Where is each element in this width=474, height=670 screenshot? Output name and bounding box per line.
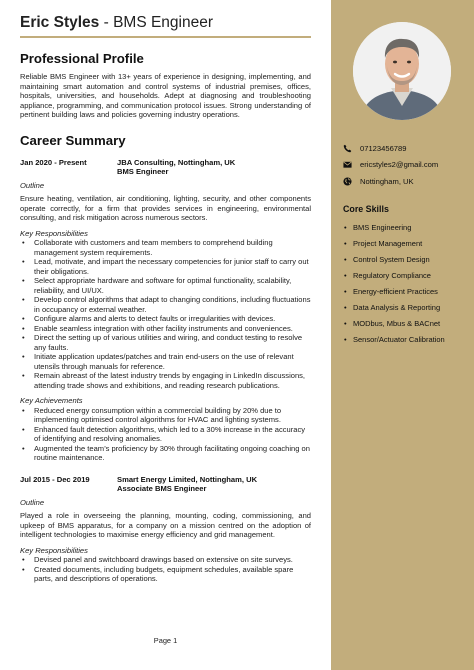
responsibilities-label: Key Responsibilities [20, 545, 88, 555]
skill-item: • Energy-efficient Practices [343, 284, 471, 300]
achievements-list [20, 406, 311, 463]
job-position: BMS Engineer [117, 167, 169, 176]
skill-item: • Data Analysis & Reporting [343, 300, 471, 316]
outline-label: Outline [20, 180, 45, 190]
candidate-name: Eric Styles [20, 14, 100, 31]
list-item: • Reduced energy consumption within a commercial building by 20% due to implementing optimised control algorithms for HVAC and lighting systems. [20, 406, 311, 425]
globe-icon [343, 177, 352, 186]
skill-item: • Sensor/Actuator Calibration [343, 332, 471, 348]
skills-list [343, 220, 471, 348]
job-employer [117, 475, 257, 494]
sidebar [331, 0, 474, 670]
list-item: • Direct the setting up of various utilities and wiring, and conduct testing to resolve any faults. [20, 333, 311, 352]
job-outline: Ensure heating, ventilation, air conditioning, lighting, security, and other components operate correctly, for a firm that provides services in engineering, environmental consulting, and risk mitigation across numerous sectors. [20, 194, 311, 222]
contact-list [343, 140, 468, 190]
job-company: JBA Consulting, Nottingham, UK [117, 157, 236, 167]
contact-phone [343, 140, 468, 157]
responsibilities-list [20, 238, 311, 390]
list-item: • Enhanced fault detection algorithms, which led to a 30% increase in the accuracy of identifying and resolving anomalies. [20, 425, 311, 444]
skill-item: • Regulatory Compliance [343, 268, 471, 284]
list-item: • Remain abreast of the latest industry trends by engaging in LinkedIn discussions, attending trade shows and exhibitions, and reading research publications. [20, 371, 311, 390]
resume-header [20, 13, 311, 32]
candidate-role: BMS Engineer [113, 14, 214, 31]
job-header [20, 158, 311, 177]
skill-item: • BMS Engineering [343, 220, 471, 236]
responsibilities-list [20, 555, 311, 584]
skill-item: • Project Management [343, 236, 471, 252]
profile-photo [353, 22, 451, 120]
skill-item: • Control System Design [343, 252, 471, 268]
list-item: • Augmented the team’s proficiency by 30% through facilitating ongoing coaching on routine maintenance. [20, 444, 311, 463]
skills-heading: Core Skills [343, 204, 389, 214]
job-position: Associate BMS Engineer [117, 484, 207, 493]
list-item: • Enable seamless integration with other facility instruments and conveniences. [20, 324, 311, 334]
list-item: • Created documents, including budgets, equipment schedules, available spare parts, and descriptions of operations. [20, 565, 311, 584]
contact-location [343, 173, 468, 190]
list-item: • Configure alarms and alerts to detect faults or irregularities with devices. [20, 314, 311, 324]
list-item: • Devised panel and switchboard drawings based on extensive on site surveys. [20, 555, 311, 565]
contact-email [343, 157, 468, 174]
contact-location-text: Nottingham, UK [360, 176, 414, 186]
responsibilities-label: Key Responsibilities [20, 228, 88, 238]
list-item: • Collaborate with customers and team members to comprehend building management system requirements. [20, 238, 311, 257]
list-item: • Develop control algorithms that adapt to changing conditions, including fluctuations in occupancy or external weather. [20, 295, 311, 314]
job-outline: Played a role in overseeing the planning, mounting, coding, commissioning, and upkeep of BMS apparatus, for a company on a mission centred on the adoption of intelligent technologies to maximise energy efficiency and grid management. [20, 511, 311, 539]
list-item: • Select appropriate hardware and software for optimal functionality, scalability, reliability, and UI/UX. [20, 276, 311, 295]
envelope-icon [343, 160, 352, 169]
contact-phone-text: 07123456789 [360, 143, 407, 153]
profile-heading: Professional Profile [20, 51, 144, 66]
list-item: • Initiate application updates/patches and train end-users on the use of relevant utensils through manuals for reference. [20, 352, 311, 371]
phone-icon [343, 144, 352, 153]
job-company: Smart Energy Limited, Nottingham, UK [117, 474, 258, 484]
header-divider [20, 36, 311, 38]
contact-email-text: ericstyles2@gmail.com [360, 160, 439, 170]
achievements-label: Key Achievements [20, 396, 83, 405]
career-heading: Career Summary [20, 132, 126, 148]
outline-label: Outline [20, 497, 45, 507]
skill-item: • MODbus, Mbus & BACnet [343, 316, 471, 332]
job-dates: Jan 2020 - Present [20, 157, 87, 167]
list-item: • Lead, motivate, and impart the necessary competencies for junior staff to carry out their obligations. [20, 257, 311, 276]
portrait-image [353, 22, 451, 120]
profile-text: Reliable BMS Engineer with 13+ years of experience in designing, implementing, and maintaining smart automation and control systems of industrial premises, offices, hospitals, universities, and households. Adept at diagnosing and troubleshooting appliance, programming, and communication protocol issues. Strong understanding of pertinent building laws and policies governing industry operations. [20, 72, 311, 119]
job-dates: Jul 2015 - Dec 2019 [20, 474, 90, 484]
header-separator: - [99, 14, 114, 31]
job-employer [117, 158, 235, 177]
job-header [20, 475, 311, 494]
page-number: Page 1 [153, 636, 178, 645]
